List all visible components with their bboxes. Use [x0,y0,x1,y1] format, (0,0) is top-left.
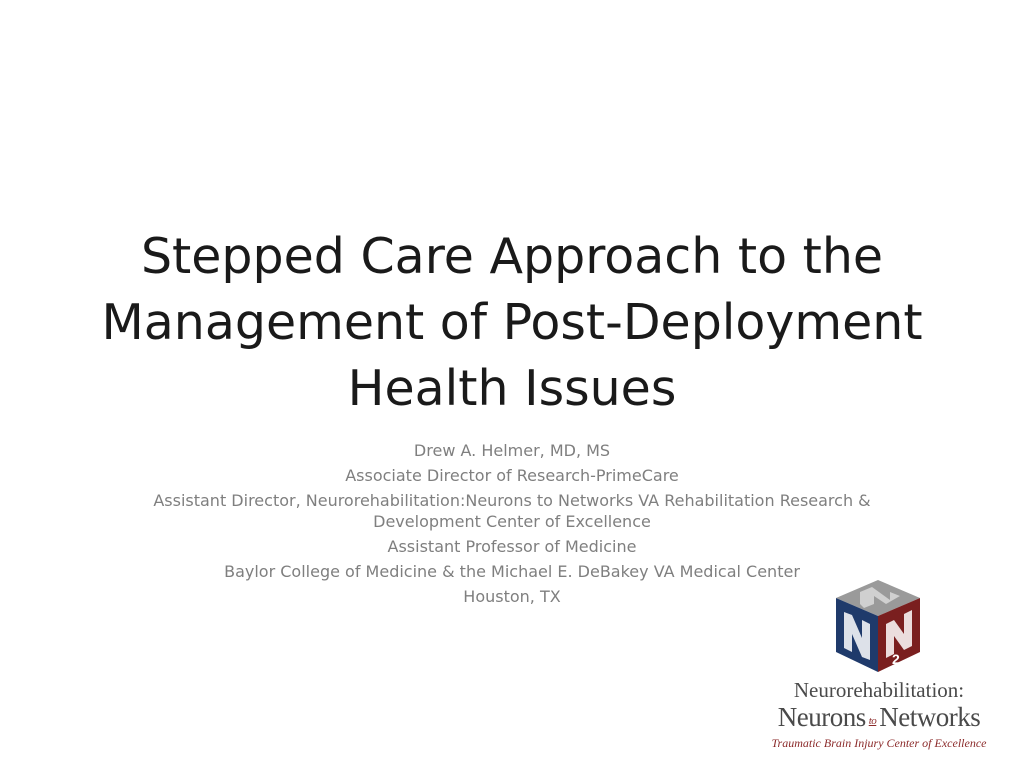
title-line: Management of Post-Deployment [101,294,923,351]
logo-tagline: Traumatic Brain Injury Center of Excellence [771,736,987,750]
author-role: Associate Director of Research-PrimeCare [345,466,679,485]
author-role: Assistant Director, Neurorehabilitation:Neurons to Networks VA Rehabilitation Research & Development Center of Excellence [153,491,871,531]
logo-name-right: Networks [879,702,981,732]
author-name: Drew A. Helmer, MD, MS [413,441,611,460]
n2-cube-logo-icon [830,578,926,674]
logo-title: Neurorehabilitation: [793,678,965,702]
cube-mark-letter: 2 [892,651,900,667]
center-logo [748,578,1010,758]
author-role: Assistant Professor of Medicine [387,537,637,556]
slide-title [80,224,944,422]
title-line: Stepped Care Approach to the [140,228,884,285]
author-location: Houston, TX [463,587,561,606]
author-affiliation: Baylor College of Medicine & the Michael E. DeBakey VA Medical Center [224,562,800,581]
logo-name-mid: to [868,715,877,727]
logo-name-left: Neurons [777,702,866,732]
logo-name [748,702,1010,733]
title-line: Health Issues [347,360,677,417]
